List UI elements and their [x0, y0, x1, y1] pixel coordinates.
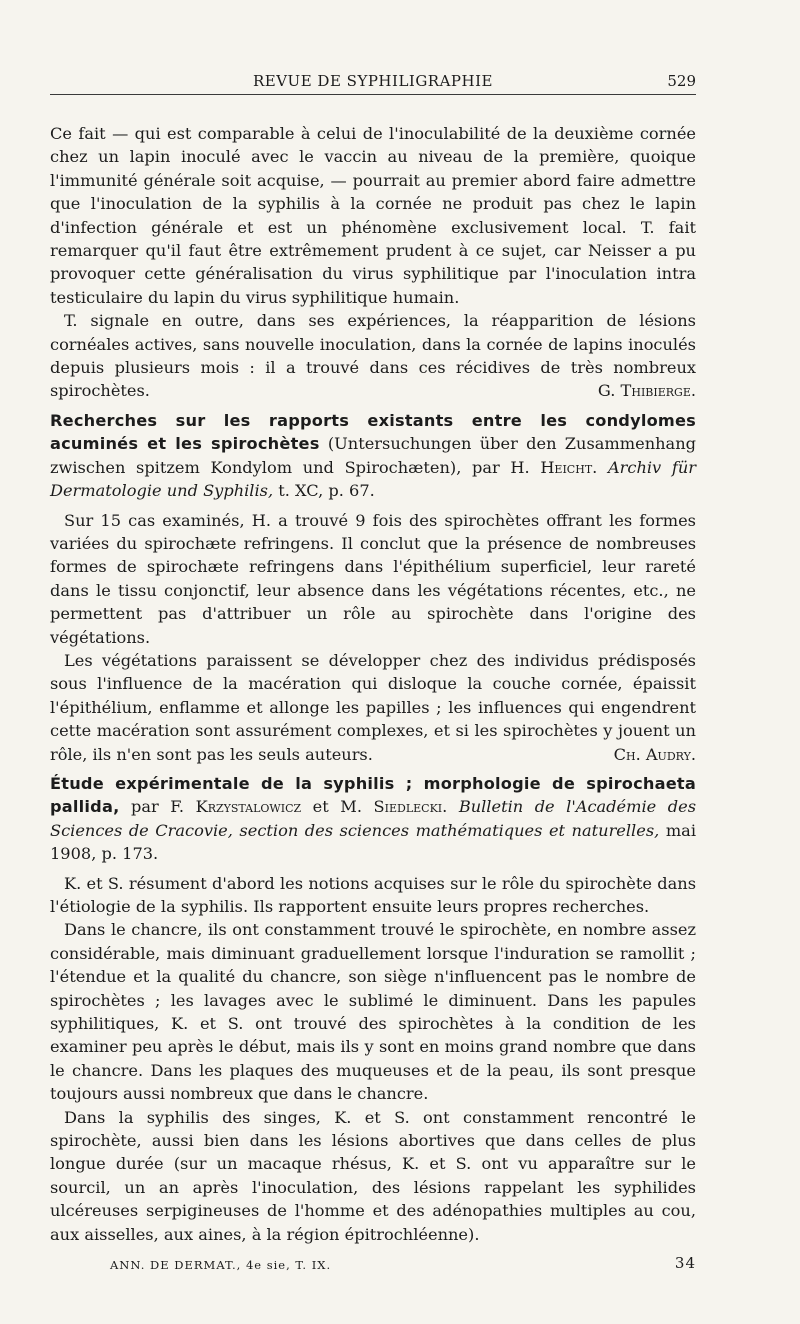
paragraph-4 [50, 649, 696, 766]
running-title: REVUE DE SYPHILIGRAPHIE [252, 72, 493, 90]
paragraph-3: Sur 15 cas examinés, H. a trouvé 9 fois des spirochètes offrant les formes variées du spirochæte refringens. Il conclut que la présence de nombreuses formes de spirochæte refringens dans l'épithélium superficiel, leur rareté dans le tissu conjonctif, leur absence dans les végétations récentes, etc., ne permettent pas d'attribuer un rôle au spirochète dans l'origine des végétations. [50, 510, 696, 647]
paragraph-4-text: Les végétations paraissent se développer chez des individus prédisposés sous l'influence de la macération qui disloque la couche cornée, épaissit l'épithélium, enflamme et allonge les papilles ; les influences qui engendrent cette macération sont assurément complexes, et si les spirochètes y jouent un rôle, ils n'en sont pas les seuls auteurs. [50, 650, 696, 764]
section-etude [50, 772, 696, 866]
journal-bulletin: Bulletin de l'Académie des Sciences de Cracovie, section des sciences mathématiques et naturelles, [50, 797, 697, 840]
signature-audry: Ch. Audry. [613, 744, 696, 764]
section-subtitle-condylomes: (Untersuchungen über den Zusammenhang zwischen spitzem Kondylom und Spirochæten), par H. [50, 434, 697, 477]
page-number: 529 [667, 72, 696, 90]
reference-archiv: t. XC, p. 67. [278, 481, 375, 501]
paragraph-1: Ce fait — qui est comparable à celui de l'inoculabilité de la deuxième cornée chez un lapin inoculé avec le vaccin au niveau de la première, quoique l'immunité générale soit acquise, — pourrait au premier abord faire admettre que l'inoculation de la syphilis à la cornée ne produit pas chez le lapin d'infection générale et est un phénomène exclusivement local. T. fait remarquer qu'il faut être extrêmement prudent à ce sujet, car Neisser a pu provoquer cette généralisation du virus syphilitique par l'inoculation intra testiculaire du lapin du virus syphilitique humain. [50, 124, 696, 307]
section-condylomes [50, 409, 696, 503]
footer [50, 1254, 696, 1276]
paragraph-2 [50, 309, 696, 403]
section-title-condylomes: Recherches sur les rapports existants entre les condylomes acuminés et les spirochètes [50, 410, 696, 454]
running-head [50, 72, 696, 95]
signature-thibierge: G. Thibierge. [597, 381, 696, 401]
paragraph-2-text: T. signale en outre, dans ses expériences, la réapparition de lésions cornéales actives, sans nouvelle inoculation, dans la cornée de lapins inoculés depuis plusieurs mois : il a trouvé dans ces récidives de très nombreux spirochètes. [50, 311, 696, 401]
paragraph-6: Dans le chancre, ils ont constamment trouvé le spirochète, en nombre assez considérable, mais diminuant graduellement lorsque l'induration se ramollit ; l'étendue et la qualité du chancre, son siège n'influencent pas le nombre de spirochètes ; les lavages avec le sublimé le diminuent. Dans les papules syphilitiques, K. et S. ont trouvé des spirochètes à la condition de les examiner peu après le début, mais ils y sont en moins grand nombre que dans le chancre. Dans les plaques des muqueuses et de la peau, ils sont presque toujours aussi nombreux que dans le chancre. [50, 920, 696, 1104]
reference-bulletin: mai 1908, p. 173. [50, 820, 696, 864]
footer-signature-line: ANN. DE DERMAT., 4e sie, T. IX. [110, 1258, 332, 1272]
author-heicht: Heicht. [540, 457, 598, 477]
footer-sheet-number: 34 [674, 1254, 696, 1272]
section-title-etude: Étude expérimentale de la syphilis ; morphologie de spirochaeta pallida, [50, 773, 696, 817]
section-et: et M. [312, 797, 362, 817]
section-par: par F. [130, 797, 185, 817]
journal-archiv: Archiv für Dermatologie und Syphilis, [50, 457, 696, 501]
author-siedlecki: Siedlecki. [373, 797, 448, 817]
body-text [50, 122, 696, 1246]
author-krzystalowicz: Krzystalowicz [195, 797, 302, 817]
paragraph-5: K. et S. résument d'abord les notions acquises sur le rôle du spirochète dans l'étiologie de la syphilis. Ils rapportent ensuite leurs propres recherches. [50, 873, 696, 916]
paragraph-7: Dans la syphilis des singes, K. et S. ont constamment rencontré le spirochète, aussi bien dans les lésions abortives que dans celles de plus longue durée (sur un macaque rhésus, K. et S. ont vu apparaître sur le sourcil, un an après l'inoculation, des lésions rappelant les syphilides ulcéreuses serpigineuses de l'homme et des adénopathies multiples au cou, aux aisselles, aux aines, à la région épitrochléenne). [50, 1107, 696, 1244]
